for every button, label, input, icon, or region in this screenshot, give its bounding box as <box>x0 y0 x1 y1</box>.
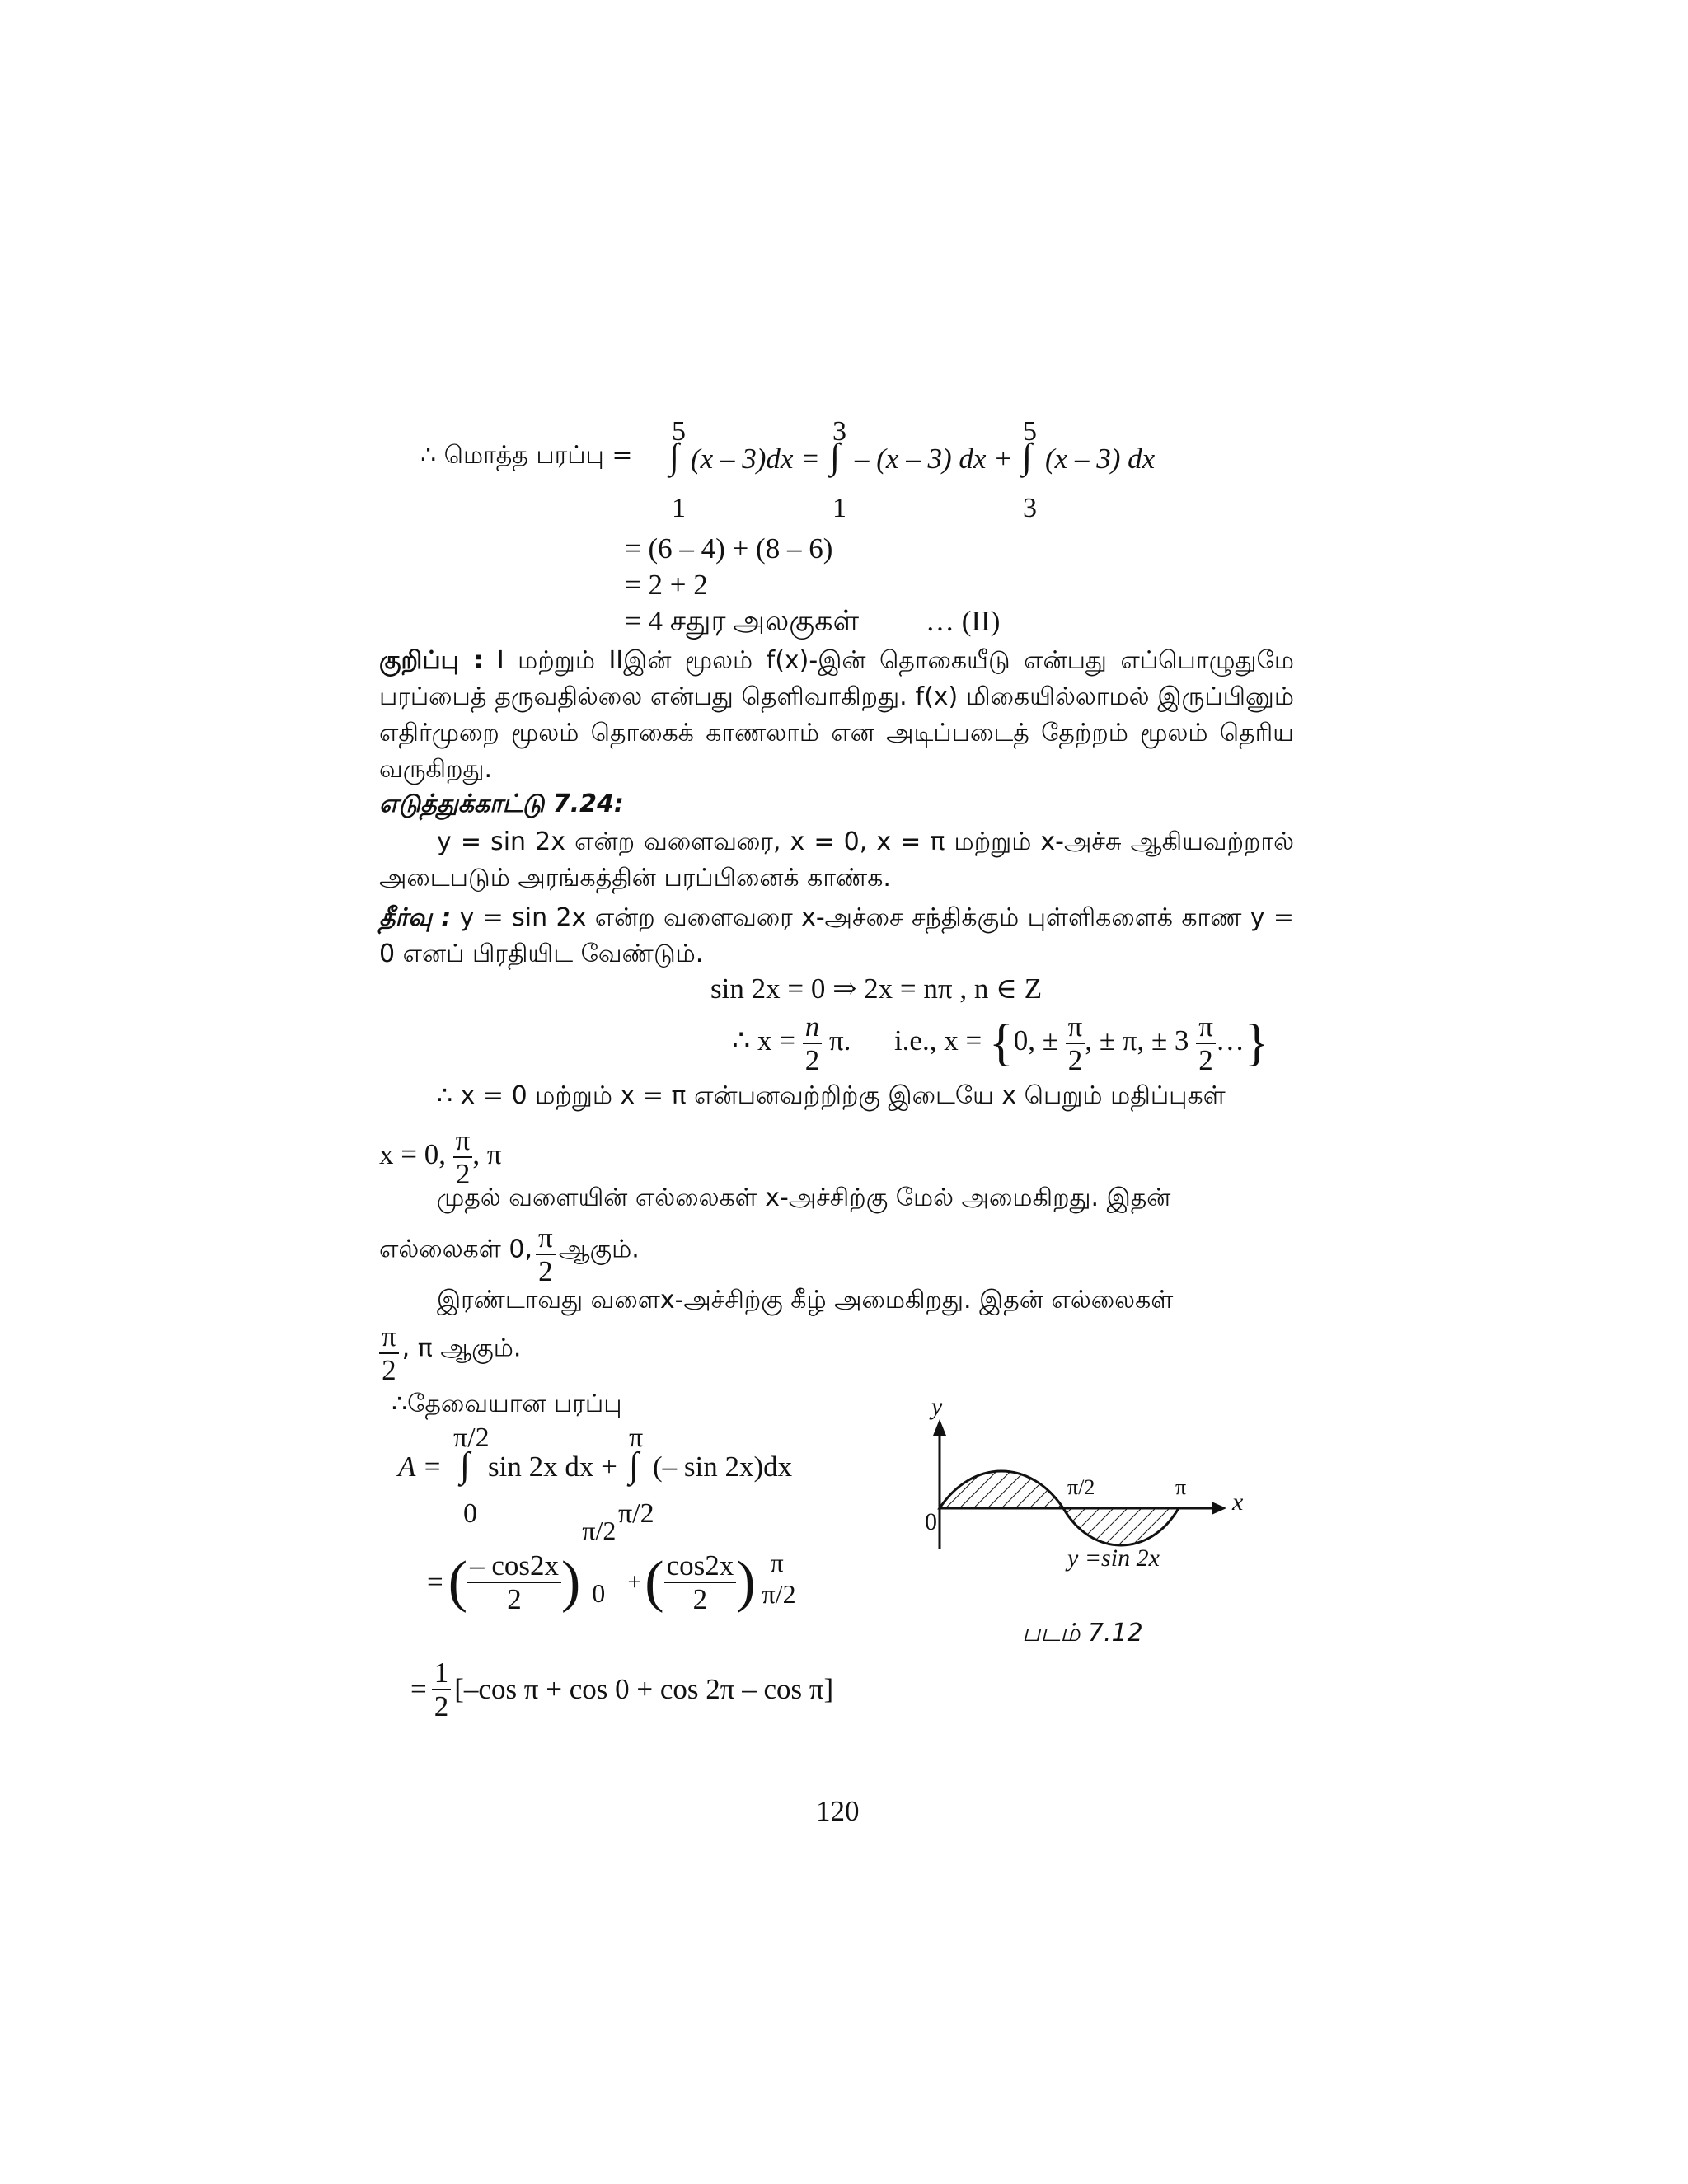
first-curve-text: முதல் வளையின் எல்லைகள் x-அச்சிற்கு மேல் அமைகிறது. இதன் <box>437 1183 1171 1212</box>
roots-equation <box>732 1012 1269 1075</box>
second-curve-text: இரண்டாவது வளைx-அச்சிற்கு கீழ் அமைகிறது. இதன் எல்லைகள் <box>437 1286 1174 1315</box>
fraction: $\frac{n}{2}$ <box>803 1012 823 1075</box>
final-line <box>410 1658 833 1721</box>
solution-text: y = sin 2x என்ற வளைவரை x-அச்சை சந்திக்கும் புள்ளிகளைக் காண y = 0 எனப் பிரதியிட வேண்டும். <box>379 903 1294 968</box>
integral-body: (– sin 2x)dx <box>653 1451 793 1483</box>
fraction: $\frac{\pi}{2}$ <box>1196 1012 1216 1075</box>
solution-paragraph <box>379 900 1294 972</box>
integral-sign: ∫ <box>629 1445 640 1485</box>
equation-line: sin 2x = 0 ⇒ 2x = nπ , n ∈ Z <box>710 972 1043 1005</box>
values-suffix: , π <box>472 1138 502 1171</box>
curve-label: y =sin 2x <box>1067 1544 1160 1572</box>
example-heading: எடுத்துக்காட்டு 7.24: <box>379 790 624 818</box>
second-limits-suffix: , π ஆகும். <box>401 1333 522 1363</box>
note-paragraph <box>379 643 1294 788</box>
values-prefix: x = 0, <box>379 1138 446 1171</box>
y-axis-label: y <box>931 1393 943 1420</box>
integral-lower-limit: 3 <box>1023 493 1037 523</box>
equation-line: = (6 – 4) + (8 – 6) <box>625 532 833 565</box>
required-area-label: ∴தேவையான பரப்பு <box>392 1390 622 1418</box>
integral-body: – (x – 3) dx + <box>855 443 1013 475</box>
values-line <box>379 1126 502 1188</box>
between-text: ∴ x = 0 மற்றும் x = π என்பனவற்றிற்கு இடையே x பெறும் மதிப்புகள் <box>437 1081 1226 1110</box>
left-paren: ( <box>645 1550 664 1614</box>
pi-label: π <box>1175 1475 1187 1499</box>
area-label: A = <box>398 1451 443 1483</box>
first-limits-suffix: ஆகும். <box>558 1235 640 1264</box>
integral-upper-limit: 5 <box>1023 416 1037 447</box>
equation-tag: … (II) <box>926 605 1001 637</box>
set-part: , ± π, ± 3 <box>1085 1024 1189 1057</box>
fraction: $\frac{\pi}{2}$ <box>536 1223 556 1286</box>
x-axis-arrow <box>1212 1502 1226 1515</box>
fraction: $\frac{\pi}{2}$ <box>379 1322 399 1385</box>
roots-pi: π. <box>829 1024 851 1057</box>
integral-body: sin 2x dx + <box>488 1451 617 1483</box>
fraction: $\frac{- \cos 2x}{2}$ <box>467 1551 561 1614</box>
first-limits-line <box>379 1223 640 1286</box>
integral-lower-limit: 1 <box>832 493 846 523</box>
equals: = <box>410 1673 427 1705</box>
solution-label: தீர்வு : <box>379 903 452 932</box>
right-paren: ) <box>736 1550 756 1614</box>
roots-prefix: ∴ x = <box>732 1024 796 1057</box>
integral-sign: ∫ <box>830 436 841 476</box>
integral-sign: ∫ <box>460 1445 471 1485</box>
integral-upper-limit: 3 <box>832 416 846 447</box>
right-brace: } <box>1244 1015 1269 1071</box>
eval-limits: π/2 0 <box>582 1516 617 1608</box>
example-question: y = sin 2x என்ற வளைவரை, x = 0, x = π மற்றும் x-அச்சு ஆகியவற்றால் அடைபடும் அரங்கத்தின் பரப்பினைக் காண்க. <box>379 827 1294 893</box>
evaluation-line <box>427 1516 796 1615</box>
second-limits-line <box>379 1322 521 1385</box>
fraction: $\frac{\pi}{2}$ <box>1066 1012 1085 1075</box>
fraction: $\frac{\cos 2x}{2}$ <box>664 1551 737 1614</box>
integral-lower-limit: π/2 <box>618 1498 654 1529</box>
integral-upper-limit: π <box>629 1422 644 1453</box>
integral-upper-limit: 5 <box>672 416 686 447</box>
total-area-label: ∴ மொத்த பரப்பு = <box>420 441 633 470</box>
origin-label: 0 <box>925 1508 937 1535</box>
integral-body: (x – 3)dx = <box>691 443 820 475</box>
lower-shaded-region <box>1063 1508 1179 1545</box>
integral-upper-limit: π/2 <box>453 1422 490 1453</box>
integral-sign: ∫ <box>669 436 680 476</box>
right-paren: ) <box>560 1550 581 1614</box>
integral-lower-limit: 0 <box>463 1498 477 1529</box>
roots-ie: i.e., x = <box>893 1024 982 1057</box>
left-paren: ( <box>448 1550 468 1614</box>
equals: = <box>427 1566 443 1598</box>
equation-line: = 2 + 2 <box>625 569 708 601</box>
left-brace: { <box>988 1015 1014 1071</box>
set-part: … <box>1215 1024 1245 1057</box>
eval-limits: π π/2 <box>762 1548 796 1609</box>
set-part: 0, ± <box>1013 1024 1058 1057</box>
equation-line: = 4 சதுர அலகுகள் <box>625 605 860 637</box>
page-number: 120 <box>816 1795 860 1827</box>
x-axis-label: x <box>1232 1488 1244 1516</box>
y-axis-arrow <box>933 1419 946 1436</box>
pi-half-label: π/2 <box>1067 1475 1095 1499</box>
note-text: I மற்றும் IIஇன் மூலம் f(x)-இன் தொகையீடு என்பது எப்பொழுதுமே பரப்பைத் தருவதில்லை என்பது தெளிவாகிறது. f(x) மிகையில்லாமல் இருப்பினும் எதிர்முறை மூலம் தொகைக் காணலாம் என அடிப்படைத் தேற்றம் மூலம் தெரிய வருகிறது. <box>379 646 1294 784</box>
integral-sign: ∫ <box>1022 436 1033 476</box>
fraction: $\frac{\pi}{2}$ <box>453 1126 473 1188</box>
plus: + <box>627 1568 642 1596</box>
integral-body: (x – 3) dx <box>1045 443 1156 475</box>
figure-caption: படம் 7.12 <box>1022 1619 1143 1647</box>
first-limits-prefix: எல்லைகள் 0, <box>379 1235 533 1264</box>
note-label: குறிப்பு : <box>379 646 484 675</box>
fraction: $\frac{1}{2}$ <box>432 1658 452 1721</box>
final-expression: [–cos π + cos 0 + cos 2π – cos π] <box>454 1673 834 1705</box>
integral-lower-limit: 1 <box>672 493 686 523</box>
upper-shaded-region <box>940 1471 1063 1508</box>
